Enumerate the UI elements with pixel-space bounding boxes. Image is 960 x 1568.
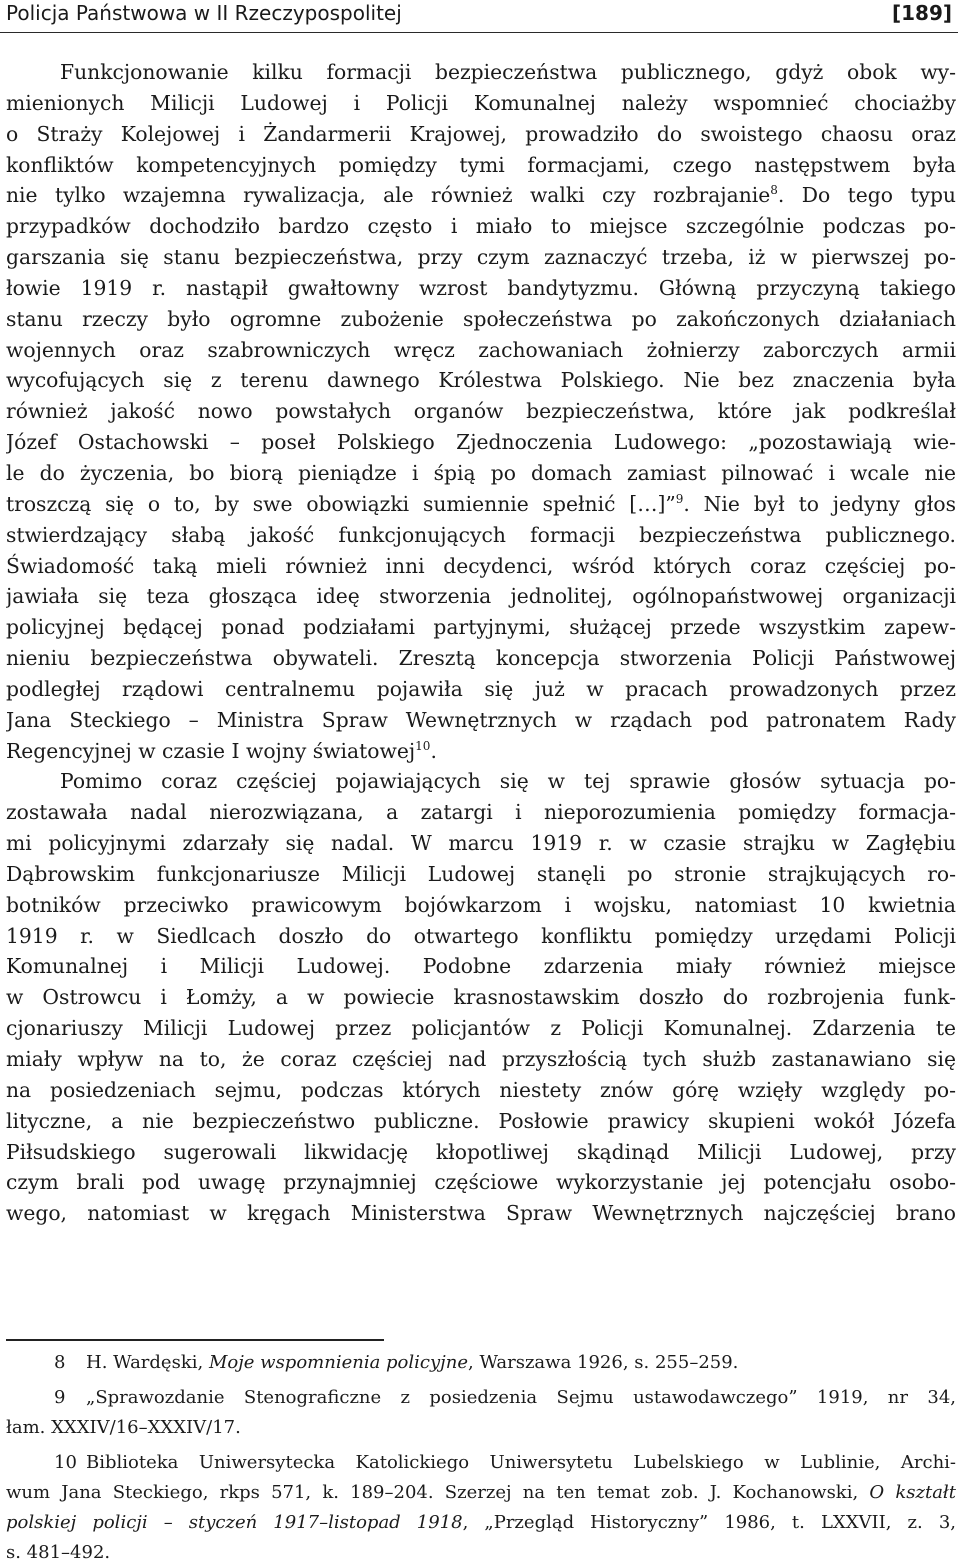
text-run: , Warszawa 1926, s. 255–259. xyxy=(468,1352,739,1373)
text-line: 1919 r. w Siedlcach doszło do otwartego konfliktu pomiędzy urzędami Policji xyxy=(6,923,956,948)
text-line: o Straży Kolejowej i Żandarmerii Krajowej, prowadziło do swoistego chaosu oraz xyxy=(6,121,956,146)
text-line: nieniu bezpieczeństwa obywateli. Zresztą koncepcja stworzenia Policji Państwowej xyxy=(6,646,956,671)
text-line: Piłsudskiego sugerowali likwidację kłopotliwej skądinąd Milicji Ludowej, przy xyxy=(6,1139,956,1164)
body-text xyxy=(6,57,956,1229)
footnote-line xyxy=(6,1508,956,1538)
book-title: Moje wspomnienia policyjne xyxy=(208,1352,468,1373)
text-line: Jana Steckiego – Ministra Spraw Wewnętrznych w rządach pod patronatem Rady xyxy=(6,707,956,732)
footnote-separator xyxy=(6,1339,384,1341)
footnote-line xyxy=(6,1478,956,1508)
footnote-line: s. 481–492. xyxy=(6,1542,111,1563)
text-line: stwierdzający słabą jakość funkcjonujących formacji bezpieczeństwa publicznego. xyxy=(6,522,956,547)
text-line: Świadomość taką mieli również inni decydenci, wśród których coraz częściej po- xyxy=(6,553,956,578)
text-line: policyjnej będącej ponad podziałami partyjnymi, służącej przede wszystkim zapew- xyxy=(6,615,956,640)
text-line: botników przeciwko prawicowym bojówkarzom i wojsku, natomiast 10 kwietnia xyxy=(6,892,956,917)
text-line: Komunalnej i Milicji Ludowej. Podobne zdarzenia miały również miejsce xyxy=(6,954,956,979)
paragraph-2 xyxy=(6,766,956,1229)
text-line: na posiedzeniach sejmu, podczas których niestety znów górę wzięły względy po- xyxy=(6,1077,956,1102)
text-run: wum Jana Steckiego, rkps 571, k. 189–204. Szerzej na ten temat zob. J. Kochanowski, xyxy=(6,1482,870,1503)
text-line: podległej rządowi centralnemu pojawiła się już w pracach prowadzonych przez xyxy=(6,676,956,701)
text-line xyxy=(6,489,956,520)
page-number: [189] xyxy=(891,1,952,25)
text-run: Biblioteka Uniwersytecka Katolickiego Uniwersytetu Lubelskiego w Lublinie, Archi- xyxy=(86,1452,956,1473)
text-line: łowie 1919 r. nastąpił gwałtowny wzrost bandytyzmu. Główną przyczyną takiego xyxy=(6,275,956,300)
text-run: „Sprawozdanie Stenograficzne z posiedzenia Sejmu ustawodawczego” 1919, nr 34, xyxy=(86,1387,956,1408)
text-run: Regencyjnej w czasie I wojny światowej xyxy=(6,738,416,763)
text-line: Dąbrowskim funkcjonariusze Milicji Ludowej stanęli po stronie strajkujących ro- xyxy=(6,861,956,886)
book-title: polskiej policji – styczeń 1917–listopad 1918 xyxy=(6,1512,463,1533)
text-line xyxy=(6,180,956,211)
text-line: zostawała nadal nierozwiązana, a zatargi i nieporozumienia pomiędzy formacja- xyxy=(6,800,956,825)
text-line: garszania się stanu bezpieczeństwa, przy czym zaznaczyć trzeba, iż w pierwszej po- xyxy=(6,245,956,270)
text-line: mi policyjnymi zdarzały się nadal. W marcu 1919 r. w czasie strajku w Zagłębiu xyxy=(6,831,956,856)
text-line: w Ostrowcu i Łomży, a w powiecie krasnostawskim doszło do rozbrojenia funk- xyxy=(6,985,956,1010)
text-line: cjonariuszy Milicji Ludowej przez policjantów z Policji Komunalnej. Zdarzenia te xyxy=(6,1016,956,1041)
text-line: lityczne, a nie bezpieczeństwo publiczne. Posłowie prawicy skupieni wokół Józefa xyxy=(6,1108,956,1133)
text-line: konfliktów kompetencyjnych pomiędzy tymi formacjami, czego następstwem była xyxy=(6,152,956,177)
text-line: mienionych Milicji Ludowej i Policji Komunalnej należy wspomnieć chociażby xyxy=(6,90,956,115)
text-line: Pomimo coraz częściej pojawiających się w tej sprawie głosów sytuacja po- xyxy=(60,769,956,794)
text-line: wego, natomiast w kręgach Ministerstwa Spraw Wewnętrznych najczęściej brano xyxy=(6,1201,956,1226)
text-line: również jakość nowo powstałych organów bezpieczeństwa, które jak podkreślał xyxy=(6,399,956,424)
text-line: czym brali pod uwagę przynajmniej częściowe wykorzystanie jej potencjału osobo- xyxy=(6,1170,956,1195)
footnote-ref-9[interactable]: 9 xyxy=(675,491,684,506)
footnote-line xyxy=(6,1448,956,1478)
text-line xyxy=(6,736,956,767)
text-run: . Nie był to jedyny głos xyxy=(683,491,956,516)
footnote-number: 9 xyxy=(54,1387,66,1408)
footnote-10 xyxy=(6,1448,956,1568)
text-line: Funkcjonowanie kilku formacji bezpieczeństwa publicznego, gdyż obok wy- xyxy=(60,60,956,84)
text-line: stanu rzeczy było ogromne zubożenie społeczeństwa po zakończonych działaniach xyxy=(6,306,956,331)
text-run: . xyxy=(430,738,437,763)
text-line: le do życzenia, bo biorą pieniądze i śpią po domach zamiast pilnować i wcale nie xyxy=(6,460,956,485)
footnote-ref-10[interactable]: 10 xyxy=(415,738,431,753)
footnote-number: 8 xyxy=(54,1352,66,1373)
text-run: . Do tego typu xyxy=(777,183,956,208)
paragraph-1 xyxy=(6,57,956,766)
text-line: wycofujących się z terenu dawnego Królestwa Polskiego. Nie bez znaczenia była xyxy=(6,368,956,393)
footnote-ref-8[interactable]: 8 xyxy=(770,183,778,198)
footnote-number: 10 xyxy=(54,1452,77,1473)
footnote-line xyxy=(6,1383,956,1413)
text-line: jawiała się teza głosząca ideę stworzenia jednolitej, ogólnopaństwowej organizacji xyxy=(6,584,956,609)
book-title: O kształt xyxy=(869,1482,956,1503)
text-run: troszczą się o to, by swe obowiązki sumiennie spełnić […]” xyxy=(6,491,676,516)
running-title: Policja Państwowa w II Rzeczypospolitej xyxy=(6,1,402,25)
text-line: Józef Ostachowski – poseł Polskiego Zjednoczenia Ludowego: „pozostawiają wie- xyxy=(6,430,956,455)
text-run: nie tylko wzajemna rywalizacja, ale również walki czy rozbrajanie xyxy=(6,183,771,208)
text-line: wojennych oraz szabrowniczych wręcz zachowaniach żołnierzy zaborczych armii xyxy=(6,337,956,362)
text-line: przypadków dochodziło bardzo często i miało to miejsce szczególnie podczas po- xyxy=(6,214,956,239)
footnote-9 xyxy=(6,1383,956,1443)
text-line: miały wpływ na to, że coraz częściej nad przyszłością tych służb zastanawiano się xyxy=(6,1047,956,1071)
running-header xyxy=(0,0,958,33)
text-run: H. Wardęski, xyxy=(86,1352,209,1373)
footnote-line xyxy=(6,1348,956,1378)
footnotes xyxy=(6,1348,956,1568)
footnote-8 xyxy=(6,1348,956,1378)
text-run: , „Przegląd Historyczny” 1986, t. LXXVII, z. 3, xyxy=(462,1512,956,1533)
footnote-line: łam. XXXIV/16–XXXIV/17. xyxy=(6,1417,241,1438)
